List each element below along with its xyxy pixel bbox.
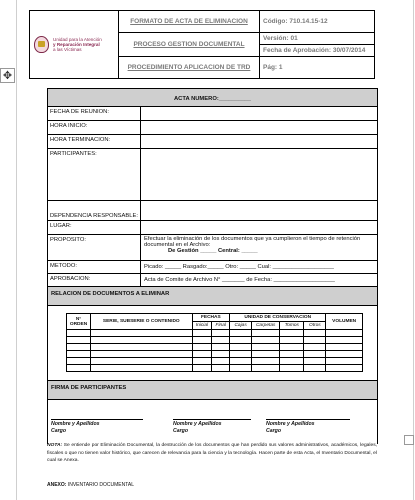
col-carpetas-header: Carpetas	[252, 322, 280, 330]
resize-handle[interactable]	[404, 435, 414, 445]
col-final-header: Final	[212, 322, 230, 330]
col-inicial-header: Inicial	[192, 322, 212, 330]
col-cajas-header: Cajas	[230, 322, 252, 330]
col-tomos-header: Tomos	[280, 322, 304, 330]
document-header	[29, 10, 375, 79]
procedure-title: PROCEDIMIENTO APLICACION DE TRD	[119, 57, 260, 79]
table-row[interactable]	[67, 358, 363, 365]
acta-number-field[interactable]: ACTA NUMERO:__________	[48, 89, 378, 107]
form-title: FORMATO DE ACTA DE ELIMINACION	[119, 11, 260, 33]
fecha-reunion-field[interactable]	[141, 107, 378, 121]
documents-section-title: RELACION DE DOCUMENTOS A ELIMINAR	[48, 287, 378, 306]
proposito-field[interactable]: Efectuar la eliminación de los documentos que ya cumplieron el tiempo de retención documental en el Archivo: De Gestión _____ Central: _____	[141, 235, 378, 261]
col-otros-header: Otros	[304, 322, 326, 330]
participantes-field[interactable]	[141, 149, 378, 201]
col-conservacion-header: UNIDAD DE CONSERVACION	[230, 314, 326, 322]
coat-of-arms-icon	[34, 36, 49, 53]
annex-line: ANEXO: INVENTARIO DOCUMENTAL	[47, 482, 135, 488]
documents-table	[66, 313, 363, 372]
metodo-label: METODO:	[48, 261, 141, 274]
hora-terminacion-field[interactable]	[141, 135, 378, 149]
organization-logo: Unidad para la Atención y Reparación Integral a las Víctimas	[53, 36, 102, 53]
participantes-label: PARTICIPANTES:	[48, 149, 141, 201]
table-row[interactable]	[67, 365, 363, 372]
page-number-cell: Pág: 1	[260, 57, 375, 79]
col-orden-header: N° ORDEN	[67, 314, 91, 330]
hora-inicio-label: HORA INICIO:	[48, 121, 141, 135]
version-cell: Versión: 01 Fecha de Aprobación: 30/07/2014	[260, 33, 375, 57]
aprobacion-label: APROBACION:	[48, 274, 141, 287]
lugar-field[interactable]	[141, 221, 378, 235]
signature-block-1[interactable]: Nombre y Apellidos Cargo	[51, 419, 143, 435]
hora-terminacion-label: HORA TERMINACION:	[48, 135, 141, 149]
move-handle-icon[interactable]: ✥	[0, 68, 15, 83]
table-row[interactable]	[67, 351, 363, 358]
table-row[interactable]	[67, 330, 363, 337]
signature-block-3[interactable]: Nombre y Apellidos Cargo	[266, 419, 350, 435]
dependencia-field[interactable]	[141, 201, 378, 221]
code-cell: Código: 710.14.15-12	[260, 11, 375, 33]
proposito-label: PROPOSITO:	[48, 235, 141, 261]
col-volumen-header: VOLUMEN	[326, 314, 363, 330]
process-title: PROCESO GESTION DOCUMENTAL	[119, 33, 260, 57]
table-row[interactable]	[67, 337, 363, 344]
documents-section	[48, 306, 378, 381]
note-paragraph: NOTA: Se entiende por Eliminación Documental, la destrucción de los documentos que han perdido sus valores administrativos, académicos, legales, fiscales o que no tienen valor histórico, que carecen de relevancia para la ciencia y la tecnología. Hacen parte de esta Acta, el Inventario Documental, el cual se Anexa.	[47, 443, 378, 464]
dependencia-label: DEPENDENCIA RESPONSABLE:	[48, 201, 141, 221]
fecha-reunion-label: FECHA DE REUNION:	[48, 107, 141, 121]
hora-inicio-field[interactable]	[141, 121, 378, 135]
signatures-section	[48, 400, 378, 445]
col-serie-header: SERIE, SUBSERIE O CONTENIDO	[91, 314, 192, 330]
logo-cell	[30, 11, 119, 79]
acta-form	[47, 88, 378, 444]
col-fechas-header: FECHAS	[192, 314, 230, 322]
signature-block-2[interactable]: Nombre y Apellidos Cargo	[173, 419, 251, 435]
aprobacion-field[interactable]: Acta de Comite de Archivo N° _______ de Fecha: ___________________	[141, 274, 378, 287]
table-row[interactable]	[67, 344, 363, 351]
signatures-section-title: FIRMA DE PARTICIPANTES	[48, 381, 378, 400]
metodo-field[interactable]: Picado: _____ Rasgado:_____ Otro: _____ Cual: ___________________	[141, 261, 378, 274]
lugar-label: LUGAR:	[48, 221, 141, 235]
